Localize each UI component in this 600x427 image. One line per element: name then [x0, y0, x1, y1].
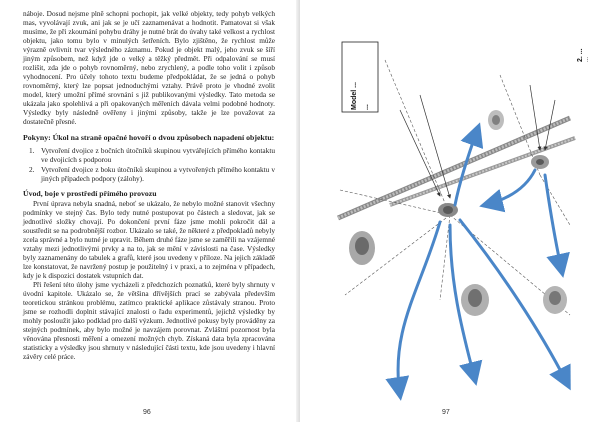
diagram-title: [342, 42, 378, 112]
list-item-text: Vytvoření dvojice z boku útočníků skupinou a vytvořených přímého kontaktu v jiných případech podpory (zálohy).: [41, 165, 275, 184]
paragraph-2: První úprava nebyla snadná, neboť se ukázalo, že nebylo možné stanovit všechny podmínky ve stejný čas. Bylo tedy nutné postupovat po částech a sledovat, jak se jednotlivé složky chovají. Po dokončení první fáze jsme mohli pokročit dál a soustředit se na podrobnější rozbor. Ukázalo se také, že některé z předpokladů nebyly zcela správné a bylo nutné je upravit. Během druhé fáze jsme se zaměřili na vzájemné vztahy mezi jednotlivými prvky a na to, jak se mění v závislosti na čase. Výsledky byly zaznamenány do tabulek a grafů, které jsou uvedeny v příloze. Na jejich základě lze konstatovat, že navržený postup je použitelný i v praxi, a to zejména v případech, kdy je k dispozici dostatek vstupních dat.: [23, 199, 275, 281]
page-number-right: 97: [442, 409, 450, 416]
section-heading: Úvod, boje v prostředí přímého provozu: [23, 189, 157, 199]
svg-text:...: ...: [363, 104, 370, 110]
right-page: [300, 0, 600, 422]
instructions-list: [23, 146, 275, 183]
svg-text:Model ...: Model ...: [351, 82, 358, 110]
figure-bottom-center: [461, 284, 489, 316]
tactical-diagram: [300, 0, 600, 422]
figure-left: [349, 231, 375, 265]
svg-text:2. ...: 2. ...: [577, 48, 584, 62]
paragraph-1: náboje. Dosud nejsme plně schopni pochopit, jak velké objekty, tedy pohyb velkých mas, vyvolávají zvuk, ani jak se je učí zaznamenávat a hodnotit. Pamatovat si však musíme, že při zkoumání pohybu dráhy je nutné brát do úvahy také velkost a rychlost objektu, jako tomu bylo v minulých šetřeních. Bylo zjištěno, že rychlost může výrazně ovlivnit tvar výsledného záznamu. Pokud je objekt malý, jeho zvuk se šíří jiným způsobem, než když jde o velký a těžký předmět. Při odpalování se musí rozlišit, zda jde o pohyb rovnoměrný, nebo zrychlený, a podle toho volit i způsob vyhodnocení. Pro účely tohoto textu budeme předpokládat, že se jedná o pohyb rovnoměrný, který lze popsat jednoduchými vztahy. Právě proto je vhodné zvolit model, který umožní přímé srovnání s již publikovanými výsledky. Tato metoda se ukázala jako spolehlivá a při opakovaných měřeních dávala velmi podobné hodnoty. Výsledky byly následně ověřeny i jinými způsoby, takže je lze považovat za dostatečně přesné.: [23, 9, 275, 126]
list-item-number: 1.: [29, 146, 35, 156]
left-page: [0, 0, 300, 422]
list-item: [23, 165, 275, 183]
instructions-heading: Pokyny: Úkol na straně opačné hovoří o dvou způsobech napadení objektu:: [23, 133, 275, 142]
list-item: [23, 146, 275, 164]
figure-top: [488, 110, 504, 130]
figure-top-right: [531, 155, 549, 169]
page-number-left: 96: [143, 409, 151, 416]
list-item-text: Vytvoření dvojice z bočních útočníků skupinou vytvářejících přímého kontaktu ve dvojicích s podporou: [41, 146, 275, 165]
zone-lines: [340, 60, 570, 315]
paragraph-3: Při řešení této úlohy jsme vycházeli z předchozích poznatků, které byly shrnuty v úvodní kapitole. Ukázalo se, že většina dřívějších prací se zabývala především teoretickou stránkou problému, zatímco praktické aplikace zůstávaly stranou. Proto jsme se rozhodli doplnit stávající znalosti o řadu experimentů, jejichž výsledky by mohly posloužit jako podklad pro další výzkum. Jednotlivé pokusy byly prováděny za stejných podmínek, aby bylo možné je navzájem porovnat. Zvláštní pozornost byla věnována přesnosti měření a omezení možných chyb. Získaná data byla zpracována statisticky a výsledky jsou shrnuty v následující části textu, kde jsou uvedeny i hlavní závěry celé práce.: [23, 280, 275, 362]
left-page-text: [23, 9, 275, 361]
list-item-number: 2.: [29, 165, 35, 175]
figure-bottom-right: [543, 286, 567, 314]
diagram-labels: [577, 48, 590, 62]
svg-text:...: ...: [584, 56, 590, 62]
